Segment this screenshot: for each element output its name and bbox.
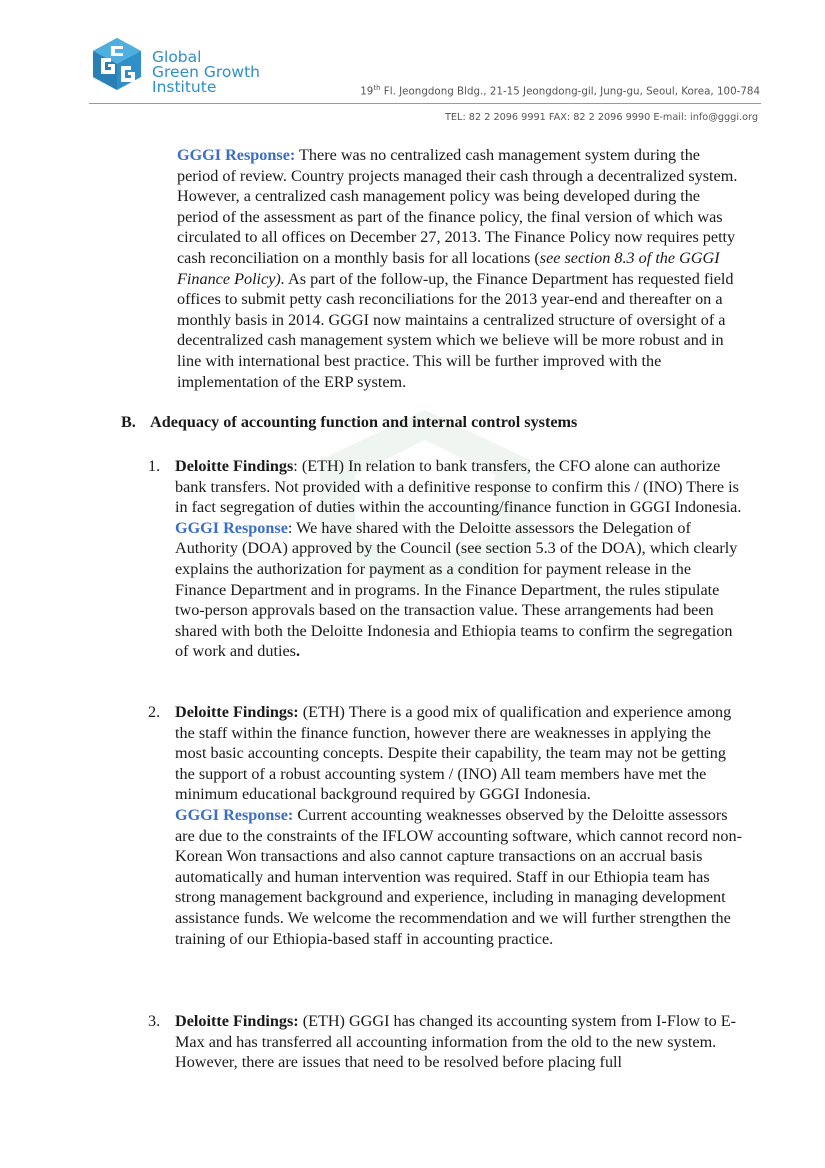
response-end: . xyxy=(295,642,300,661)
response-label: GGGI Response xyxy=(175,518,288,537)
finding-label: Deloitte Findings: xyxy=(175,1012,299,1030)
response-label: GGGI Response: xyxy=(177,146,296,164)
item-number: 3. xyxy=(148,1012,161,1030)
contact-line: TEL: 82 2 2096 9991 FAX: 82 2 2096 9990 E-mail: info@gggi.org xyxy=(445,112,758,123)
item-body xyxy=(175,456,744,662)
finding-label: Deloitte Findings xyxy=(175,457,294,475)
finding-text: (ETH) There is a good mix of qualification and experience among the staff within the finance function, however there are weaknesses in applying the most basic accounting concepts. Despite their capability, the team may not be getting the support of a robust accounting system / (INO) All team members have met the minimum educational background required by GGGI Indonesia. xyxy=(175,703,732,804)
section-letter: B. xyxy=(121,413,136,431)
response-text: We have shared with the Deloitte assessors the Delegation of Authority (DOA) approved by the Council (see section 5.3 of the DOA), which clearly explains the authorization for payment as a condition for payment release in the Finance Department and in programs. In the Finance Department, the rules stipulate two-person approvals based on the transaction value. These arrangements had been shared with both the Deloitte Indonesia and Ethiopia teams to confirm the segregation of work and duties xyxy=(175,518,738,661)
finding-text: (ETH) GGGI has changed its accounting system from I-Flow to E-Max and has transferred all accounting information from the old to the new system. However, there are issues that need to be resolved before placing full xyxy=(175,1012,737,1072)
finding-paragraph xyxy=(175,1011,744,1073)
brand-name xyxy=(152,50,260,95)
address-prefix: 19 xyxy=(360,85,374,98)
finding-label: Deloitte Findings: xyxy=(175,703,299,721)
brand-line-3: Institute xyxy=(152,78,217,96)
item-body xyxy=(175,1011,744,1073)
list-item xyxy=(148,1011,744,1073)
finding-colon: : xyxy=(293,457,298,475)
item-number: 1. xyxy=(148,457,161,475)
response-label: GGGI Response: xyxy=(175,805,294,824)
finding-text: (ETH) In relation to bank transfers, the CFO alone can authorize bank transfers. Not provided with a definitive response to confirm this / (INO) There is in fact segregation of duties within the accounting/finance function in GGGI Indonesia. xyxy=(175,457,742,517)
address-rest: Fl. Jeongdong Bldg., 21-15 Jeongdong-gil, Jung-gu, Seoul, Korea, 100-784 xyxy=(380,85,760,98)
item-number: 2. xyxy=(148,703,161,721)
section-title: Adequacy of accounting function and internal control systems xyxy=(150,413,578,431)
section-heading xyxy=(121,412,741,433)
item-body xyxy=(175,702,744,949)
header-divider xyxy=(89,103,761,104)
response-text: Current accounting weaknesses observed by the Deloitte assessors are due to the constraints of the IFLOW accounting software, which cannot record non-Korean Won transactions and also cannot capture transactions on an accrual basis automatically and human intervention was required. Staff in our Ethiopia team has strong management background and experience, including in managing development assistance funds. We welcome the recommendation and we will further strengthen the training of our Ethiopia-based staff in accounting practice. xyxy=(175,805,742,948)
brand-line-2: Green Growth xyxy=(152,63,260,81)
address-line xyxy=(360,84,760,97)
response-paragraph xyxy=(175,805,744,949)
gggi-cube-logo-icon xyxy=(89,36,145,92)
list-item xyxy=(148,456,744,662)
response-colon: : xyxy=(287,518,293,537)
list-item xyxy=(148,702,744,949)
address-sup: th xyxy=(373,84,381,92)
intro-text-a: There was no centralized cash management system during the period of review. Country projects managed their cash through a decentralized system. However, a centralized cash management policy was being developed during the period of the assessment as part of the finance policy, the final version of which was circulated to all offices on December 27, 2013. The Finance Policy now requires petty cash reconciliation on a monthly basis for all locations ( xyxy=(177,146,738,267)
finding-paragraph xyxy=(175,702,744,805)
intro-response-paragraph xyxy=(177,145,743,392)
finding-paragraph xyxy=(175,456,744,518)
brand-line-1: Global xyxy=(152,48,202,66)
intro-text-italic: see section 8.3 of the GGGI Finance Policy). xyxy=(177,248,720,288)
response-paragraph xyxy=(175,518,744,662)
intro-text-b: As part of the follow-up, the Finance Department has requested field offices to submit petty cash reconciliations for the 2013 year-end and thereafter on a monthly basis in 2014. GGGI now maintains a centralized structure of oversight of a decentralized cash management system which we believe will be more robust and in line with international best practice. This will be further improved with the implementation of the ERP system. xyxy=(177,269,734,391)
